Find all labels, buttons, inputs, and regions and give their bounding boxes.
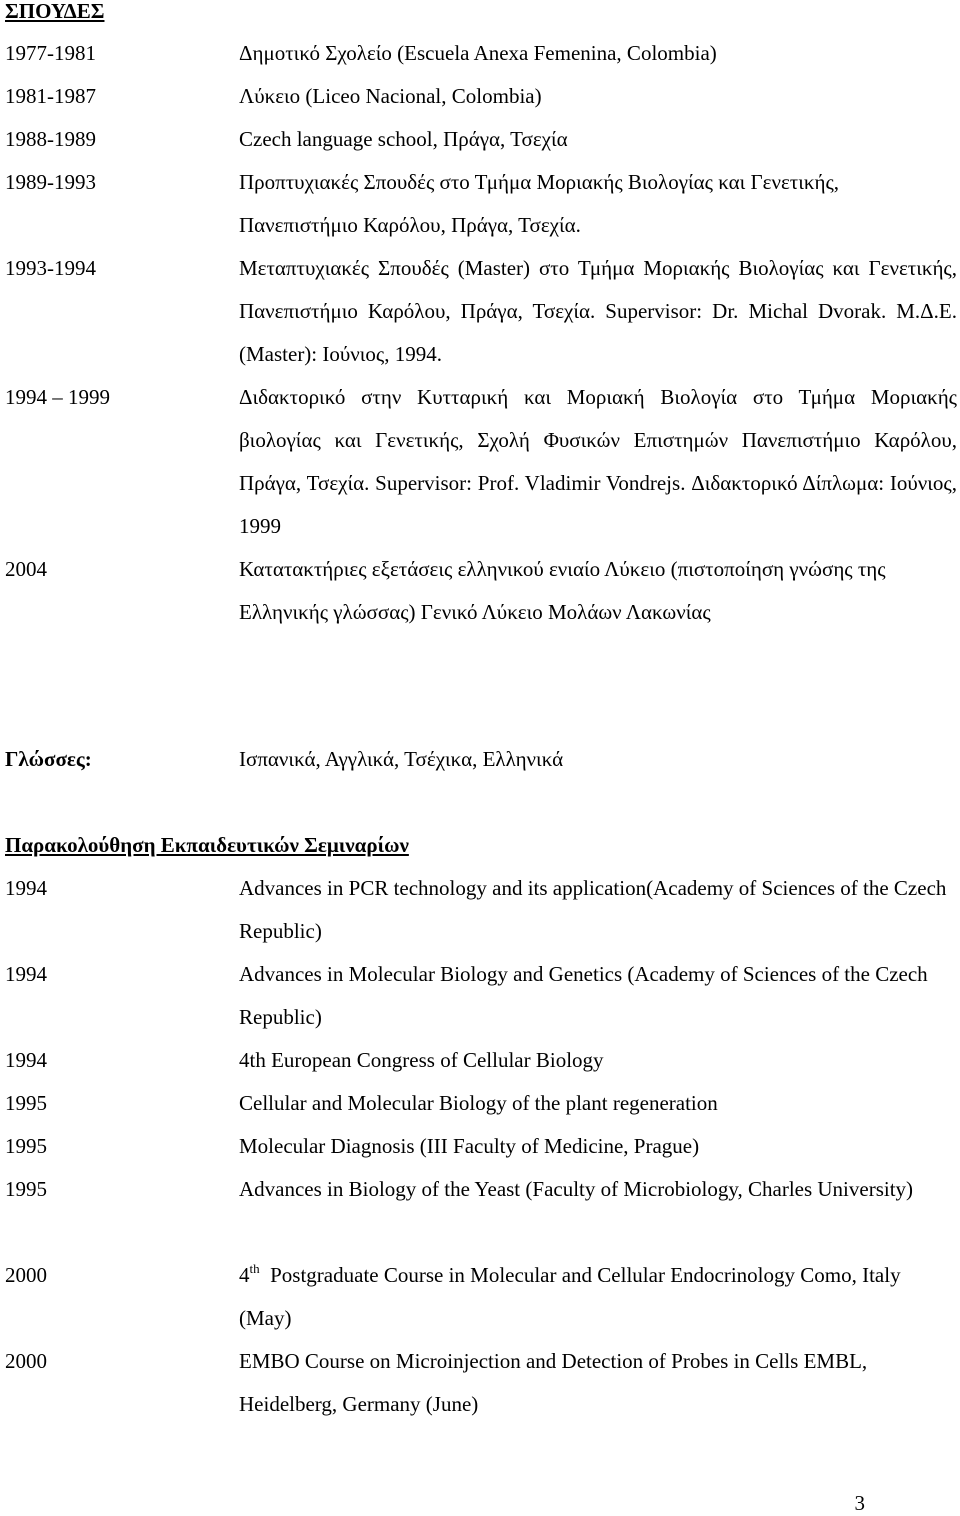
entry-date: 1995 xyxy=(5,1091,47,1115)
entry-text: Advances in Biology of the Yeast (Faculty of Microbiology, Charles University) xyxy=(239,1177,914,1201)
entry-text: Κατατακτήριες εξετάσεις ελληνικού ενιαίο Λύκειο (πιστοποίηση γνώσης της Ελληνικής γλώσσας) Γενικό Λύκειο Μολάων Λακωνίας xyxy=(239,557,886,624)
entry-text-number: 4 xyxy=(239,1263,250,1287)
entry-text xyxy=(239,1254,957,1340)
entry-date: 2000 xyxy=(5,1263,47,1287)
entry-date: 2004 xyxy=(5,557,47,581)
entry-date: 1995 xyxy=(5,1134,47,1158)
entry-date: 1993-1994 xyxy=(5,256,96,280)
entry-text: Λύκειο (Liceo Nacional, Colombia) xyxy=(239,84,542,108)
entry-date: 2000 xyxy=(5,1349,47,1373)
entry-date: 1994 – 1999 xyxy=(5,385,110,409)
entry-text-superscript: th xyxy=(249,1261,260,1276)
studies-heading: ΣΠΟΥΔΕΣ xyxy=(5,0,105,23)
page-number: 3 xyxy=(854,1491,865,1515)
entry-text: EMBO Course on Microinjection and Detection of Probes in Cells EMBL, Heidelberg, Germany (June) xyxy=(239,1349,868,1416)
entry-text: Czech language school, Πράγα, Τσεχία xyxy=(239,127,568,151)
seminars-heading: Παρακολούθηση Εκπαιδευτικών Σεμιναρίων xyxy=(5,833,409,857)
entry-text: Δημοτικό Σχολείο (Escuela Anexa Femenina, Colombia) xyxy=(239,41,717,65)
entry-text: Μεταπτυχιακές Σπουδές (Master) στο Τμήμα Μοριακής Βιολογίας και Γενετικής, Πανεπιστήμιο Καρόλου, Πράγα, Τσεχία. Supervisor: Dr. Michal Dvorak. Μ.Δ.Ε. (Master): Ιούνιος, 1994. xyxy=(239,256,957,366)
entry-date: 1994 xyxy=(5,876,47,900)
entry-date: 1988-1989 xyxy=(5,127,96,151)
entry-date: 1981-1987 xyxy=(5,84,96,108)
entry-date: 1989-1993 xyxy=(5,170,96,194)
entry-text: Molecular Diagnosis (III Faculty of Medicine, Prague) xyxy=(239,1134,700,1158)
entry-date: 1995 xyxy=(5,1177,47,1201)
entry-text: Advances in Molecular Biology and Genetics (Academy of Sciences of the Czech Republic) xyxy=(239,962,928,1029)
entry-text: Advances in PCR technology and its application(Academy of Sciences of the Czech Republic) xyxy=(239,876,947,943)
entry-date: 1994 xyxy=(5,962,47,986)
languages-label: Γλώσσες: xyxy=(5,747,92,771)
entry-date: 1994 xyxy=(5,1048,47,1072)
entry-text-rest: Postgraduate Course in Molecular and Cellular Endocrinology Como, Italy (May) xyxy=(239,1263,906,1330)
entry-text: Διδακτορικό στην Κυτταρική και Μοριακή Βιολογία στο Τμήμα Μοριακής βιολογίας και Γενετικής, Σχολή Φυσικών Επιστημών Πανεπιστήμιο Καρόλου, Πράγα, Τσεχία. Supervisor: Prof. Vladimir Vondrejs. Διδακτορικό Δίπλωμα: Ιούνιος, 1999 xyxy=(239,385,957,538)
entry-text: Cellular and Molecular Biology of the plant regeneration xyxy=(239,1091,718,1115)
languages-value: Ισπανικά, Αγγλικά, Τσέχικα, Ελληνικά xyxy=(239,747,564,771)
entry-date: 1977-1981 xyxy=(5,41,96,65)
entry-text: 4th European Congress of Cellular Biology xyxy=(239,1048,604,1072)
entry-text: Προπτυχιακές Σπουδές στο Τμήμα Μοριακής Βιολογίας και Γενετικής, Πανεπιστήμιο Καρόλου, Πράγα, Τσεχία. xyxy=(239,170,840,237)
